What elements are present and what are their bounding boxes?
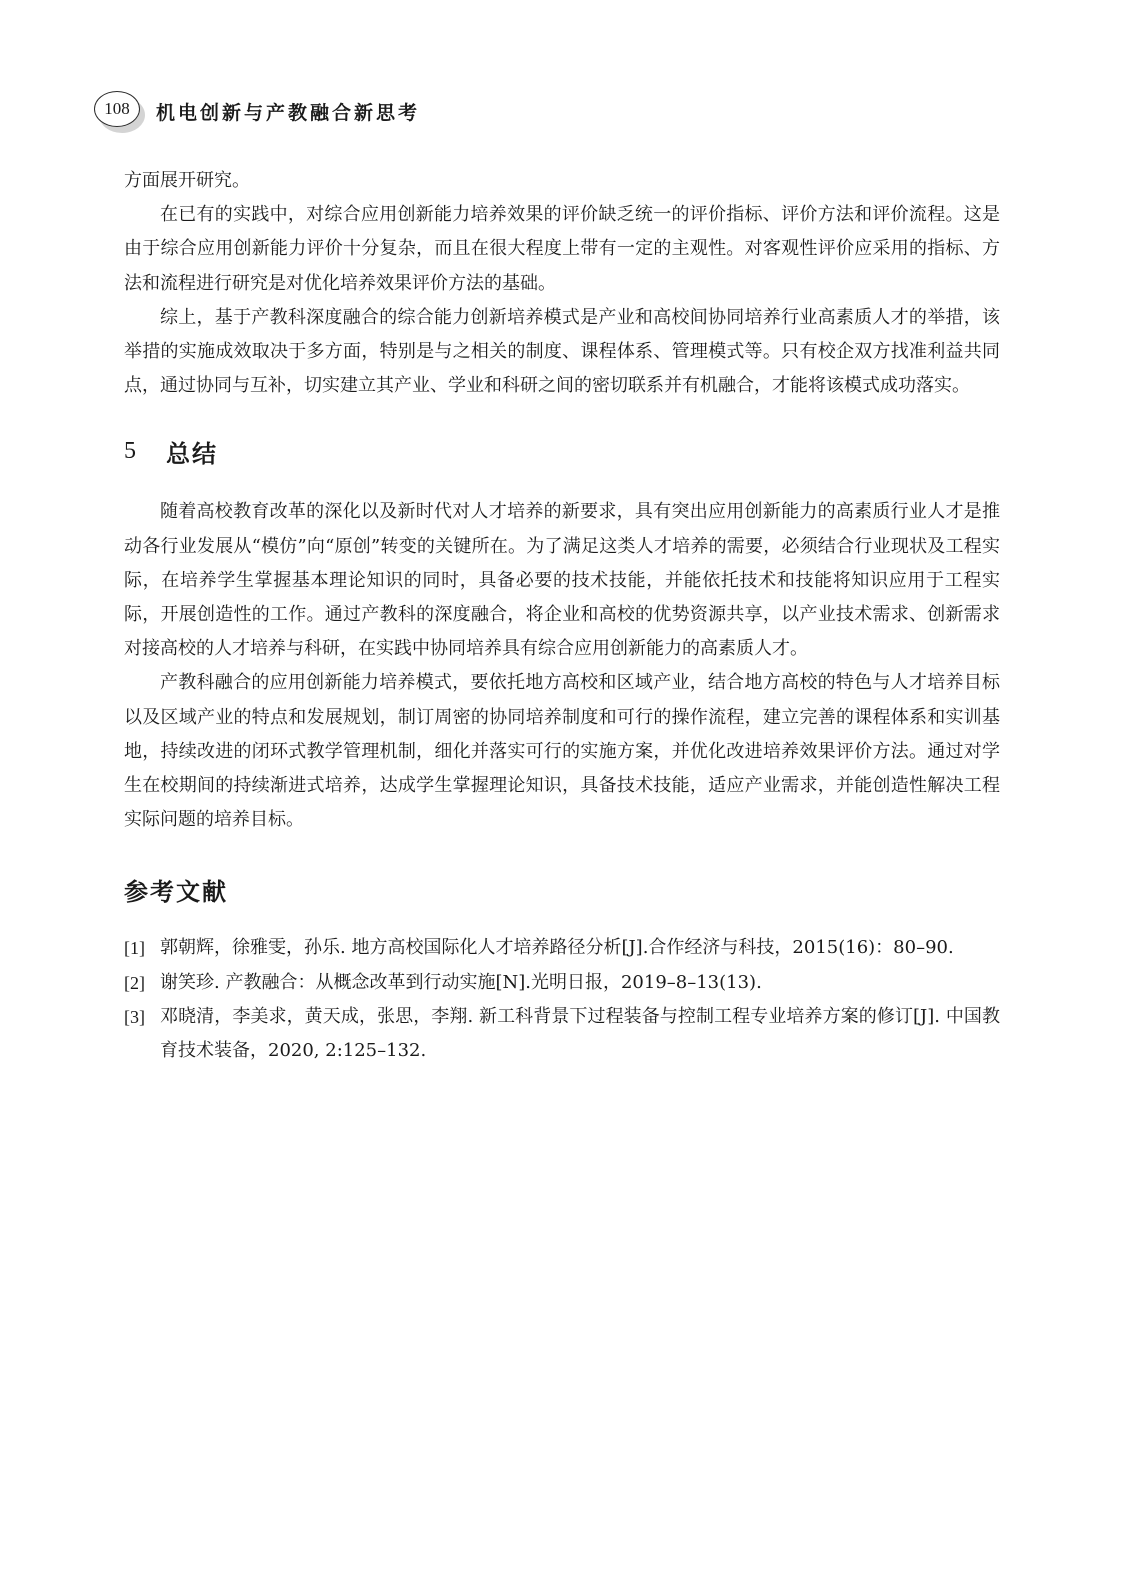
paragraph: 在已有的实践中，对综合应用创新能力培养效果的评价缺乏统一的评价指标、评价方法和评价流程。这是由于综合应用创新能力评价十分复杂，而且在很大程度上带有一定的主观性。对客观性评价应采用的指标、方法和流程进行研究是对优化培养效果评价方法的基础。	[124, 204, 1000, 294]
page-number: 108	[94, 91, 140, 127]
paragraph-continuation: 方面展开研究。	[124, 170, 250, 191]
paragraph: 随着高校教育改革的深化以及新时代对人才培养的新要求，具有突出应用创新能力的高素质行业人才是推动各行业发展从“模仿”向“原创”转变的关键所在。为了满足这类人才培养的需要，必须结合行业现状及工程实际，在培养学生掌握基本理论知识的同时，具备必要的技术技能，并能依托技术和技能将知识应用于工程实际，开展创造性的工作。通过产教科的深度融合，将企业和高校的优势资源共享，以产业技术需求、创新需求对接高校的人才培养与科研，在实践中协同培养具有综合应用创新能力的高素质人才。	[124, 501, 1000, 660]
reference-text: 郭朝辉，徐雅雯，孙乐. 地方高校国际化人才培养路径分析[J].合作经济与科技，2015(16)：80–90.	[160, 937, 954, 959]
section-heading	[124, 429, 1000, 473]
references-heading: 参考文献	[124, 877, 228, 906]
reference-number: [3]	[124, 1006, 145, 1027]
reference-text: 谢笑珍. 产教融合：从概念改革到行动实施[N].光明日报，2019–8–13(13).	[160, 971, 762, 993]
section-number: 5	[124, 437, 136, 464]
paragraph: 综上，基于产教科深度融合的综合能力创新培养模式是产业和高校间协同培养行业高素质人才的举措，该举措的实施成效取决于多方面，特别是与之相关的制度、课程体系、管理模式等。只有校企双方找准利益共同点，通过协同与互补，切实建立其产业、学业和科研之间的密切联系并有机融合，才能将该模式成功落实。	[124, 306, 1000, 397]
reference-text: 邓晓清，李美求，黄天成，张思，李翔. 新工科背景下过程装备与控制工程专业培养方案的修订[J]. 中国教育技术装备，2020, 2:125–132.	[160, 1005, 1000, 1062]
page-header	[94, 88, 420, 134]
reference-item	[124, 931, 1000, 965]
reference-item	[124, 966, 1000, 1000]
paragraph: 产教科融合的应用创新能力培养模式，要依托地方高校和区域产业，结合地方高校的特色与人才培养目标以及区域产业的特点和发展规划，制订周密的协同培养制度和可行的操作流程，建立完善的课程体系和实训基地，持续改进的闭环式教学管理机制，细化并落实可行的实施方案，并优化改进培养效果评价方法。通过对学生在校期间的持续渐进式培养，达成学生掌握理论知识，具备技术技能，适应产业需求，并能创造性解决工程实际问题的培养目标。	[124, 672, 1000, 831]
reference-number: [2]	[124, 972, 145, 993]
reference-item	[124, 1000, 1000, 1068]
page-body	[124, 164, 1000, 1068]
running-title: 机电创新与产教融合新思考	[156, 101, 421, 124]
section-title: 总结	[166, 439, 218, 468]
reference-number: [1]	[124, 938, 145, 959]
page-number-badge	[94, 91, 146, 131]
